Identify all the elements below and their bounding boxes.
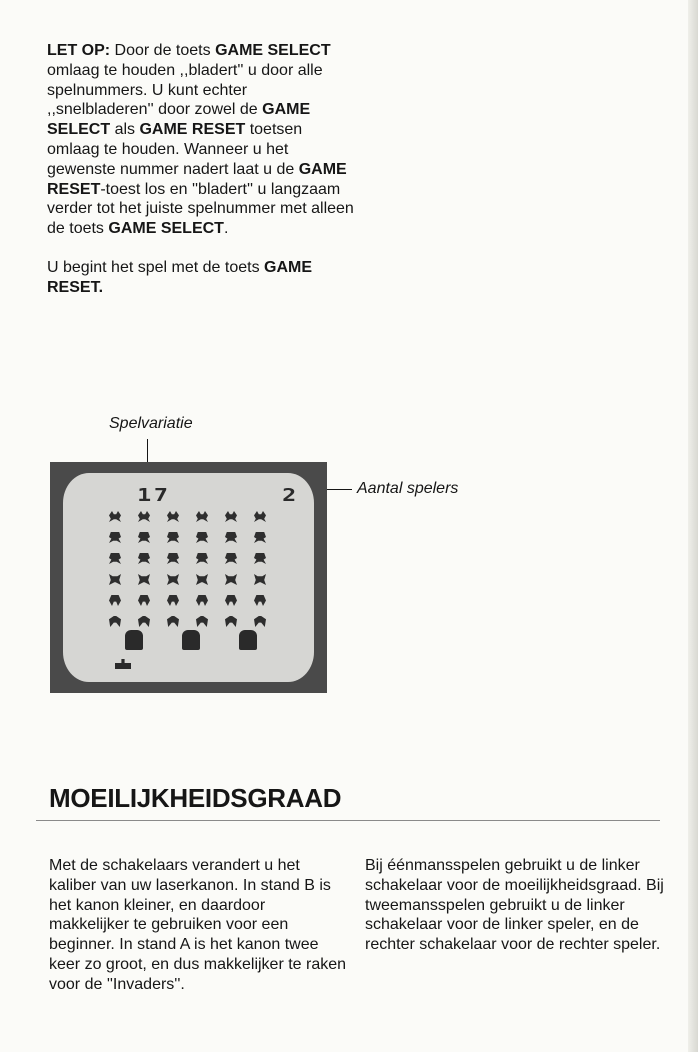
shield-bunker xyxy=(125,630,143,650)
text-run: toetsen omlaag te houden. Wanneer u het gewenste nummer nadert laat u de xyxy=(47,121,303,178)
invader-sprite xyxy=(109,553,121,564)
bold-game-select: GAME SELECT xyxy=(108,220,224,238)
text-run: -toest los en ''bladert'' u langzaam verder tot het juiste spelnummer met alleen de toets xyxy=(47,180,354,238)
invader-sprite xyxy=(167,595,179,606)
invader-sprite xyxy=(196,532,208,543)
invader-sprite xyxy=(109,532,121,543)
invader-sprite xyxy=(138,532,150,543)
shield-bunker xyxy=(182,630,200,650)
invader-sprite xyxy=(167,511,179,522)
intro-paragraph-1 xyxy=(47,41,357,239)
invader-sprite xyxy=(254,595,266,606)
left-column-text: Met de schakelaars verandert u het kaliber van uw laserkanon. In stand B is het kanon kleiner, en daardoor makkelijker te gebruiken voor een beginner. In stand A is het kanon twee keer zo groot, en dus makkelijker te raken voor de ''Invaders''. xyxy=(49,857,347,993)
game-number-display: 17 xyxy=(137,485,171,506)
invader-sprite xyxy=(225,532,237,543)
laser-cannon xyxy=(115,659,131,669)
bold-game-select: GAME SELECT xyxy=(215,42,331,59)
invader-sprite xyxy=(196,553,208,564)
text-run: . xyxy=(223,220,229,238)
bold-game-reset: GAME RESET xyxy=(47,160,347,198)
invader-sprite xyxy=(254,511,266,522)
invader-sprite xyxy=(167,616,179,627)
invader-sprite xyxy=(138,511,150,522)
page-edge xyxy=(688,0,698,1052)
invader-sprite xyxy=(254,616,266,627)
intro-paragraph-2 xyxy=(47,258,357,298)
invader-sprite xyxy=(225,553,237,564)
heading-rule xyxy=(36,820,660,821)
invader-sprite xyxy=(109,574,121,585)
invader-sprite xyxy=(109,616,121,627)
player-count-display: 2 xyxy=(282,485,299,506)
text-run: U begint het spel met de toets xyxy=(47,258,265,276)
invader-sprite xyxy=(196,511,208,522)
invader-sprite xyxy=(138,574,150,585)
invader-sprite xyxy=(225,511,237,522)
bold-game-reset: GAME RESET. xyxy=(47,258,313,296)
text-run: omlaag te houden ,,bladert'' u door alle spelnummers. U kunt echter ,,snelbladeren'' door zowel de xyxy=(47,61,323,119)
invader-sprite xyxy=(109,595,121,606)
right-column-text: Bij éénmansspelen gebruikt u de linker schakelaar voor de moeilijkheidsgraad. Bij tweemansspelen gebruikt u de linker schakelaar voor de linker speler, en de rechter schakelaar voor de rechter speler. xyxy=(365,857,664,954)
bold-game-reset: GAME RESET xyxy=(139,121,246,139)
game-screen-illustration xyxy=(50,462,327,693)
invader-sprite xyxy=(109,511,121,522)
shield-bunker xyxy=(239,630,257,650)
caption-player-count: Aantal spelers xyxy=(357,480,459,497)
caption-game-variation: Spelvariatie xyxy=(109,415,193,432)
crt-display xyxy=(63,473,314,682)
bold-let-op: LET OP: xyxy=(47,42,111,59)
invader-sprite xyxy=(254,553,266,564)
invader-sprite xyxy=(254,532,266,543)
invader-sprite xyxy=(138,553,150,564)
invader-sprite xyxy=(196,616,208,627)
text-run: als xyxy=(110,121,140,139)
intro-text xyxy=(47,41,357,298)
invader-sprite xyxy=(138,595,150,606)
invader-sprite xyxy=(225,595,237,606)
invader-sprite xyxy=(225,616,237,627)
invader-sprite xyxy=(167,574,179,585)
invader-sprite xyxy=(167,553,179,564)
invader-sprite xyxy=(167,532,179,543)
text-run: Door de toets xyxy=(110,42,216,59)
section-heading: MOEILIJKHEIDSGRAAD xyxy=(49,783,342,813)
invader-sprite xyxy=(196,574,208,585)
invader-sprite xyxy=(196,595,208,606)
invader-sprite xyxy=(138,616,150,627)
bold-game-select: GAME SELECT xyxy=(47,101,311,139)
invader-sprite xyxy=(225,574,237,585)
invader-sprite xyxy=(254,574,266,585)
